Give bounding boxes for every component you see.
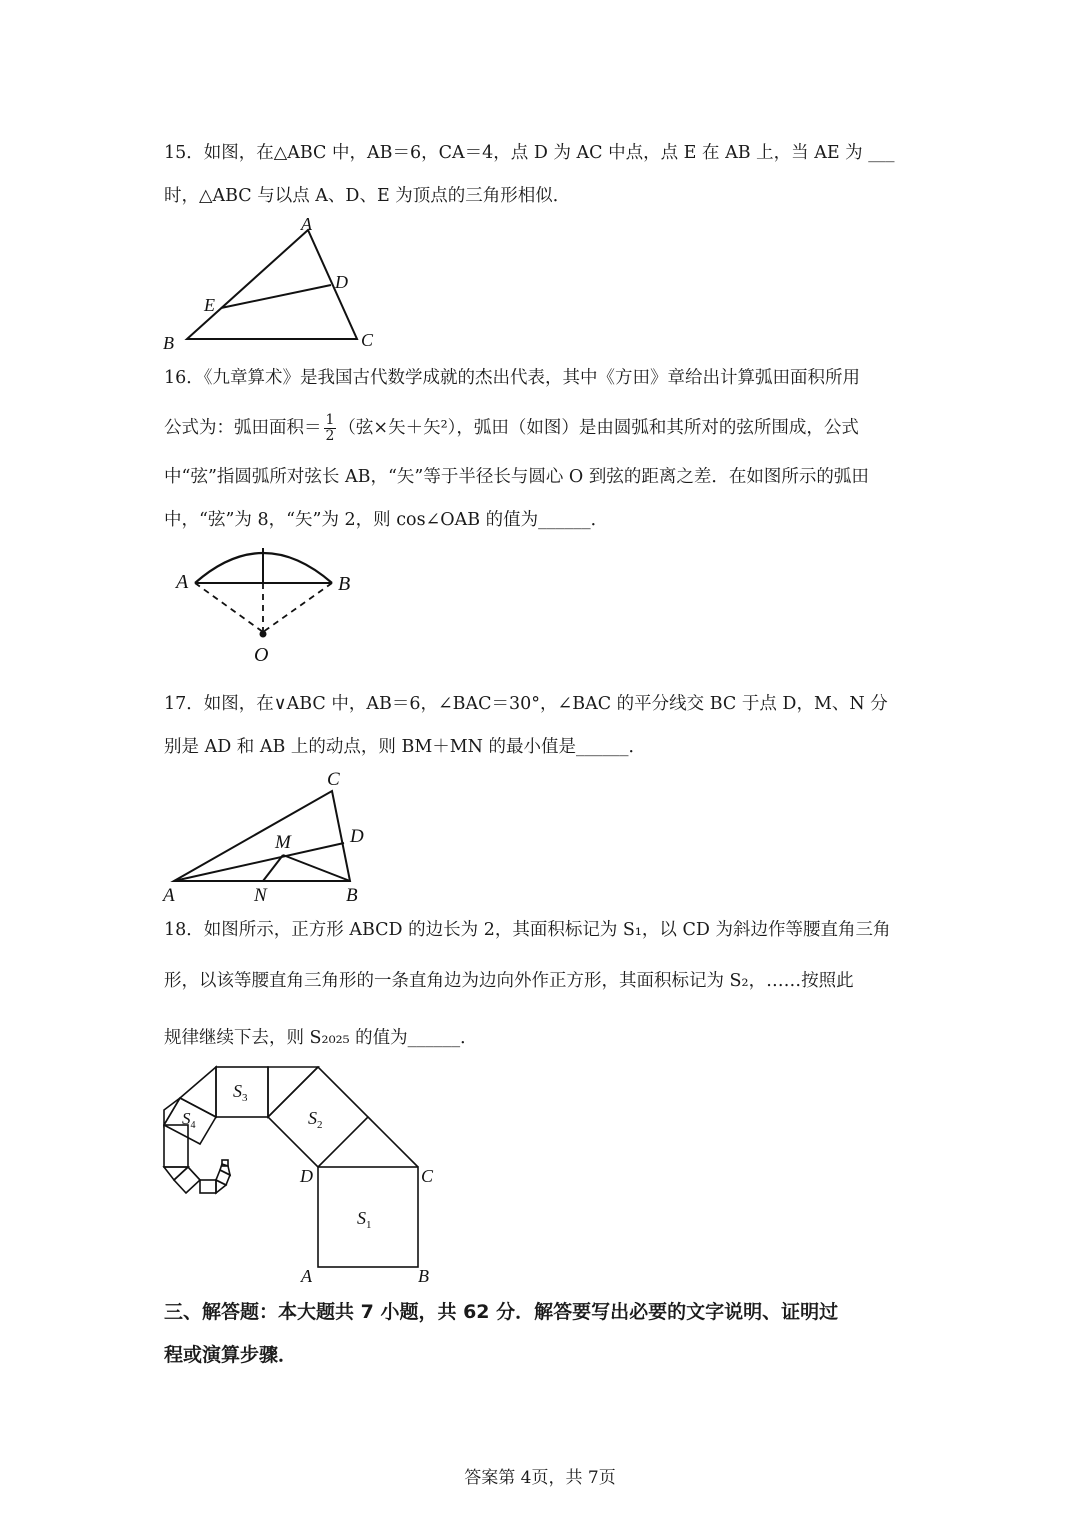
q18-label-s3 <box>233 1081 248 1104</box>
q18-label-s1 <box>357 1208 372 1231</box>
q15-label-e: E <box>204 295 215 315</box>
q15-label-d: D <box>335 272 348 292</box>
q18-label-s4-sub: 4 <box>190 1120 196 1131</box>
q18-label-c: C <box>421 1166 434 1186</box>
q15-line-1: 15．如图，在△ABC 中，AB＝6，CA＝4，点 D 为 AC 中点，点 E 在 AB 上，当 AE 为 ___ <box>164 143 895 163</box>
q17-label-b: B <box>346 885 358 906</box>
q18-square-6 <box>174 1167 200 1193</box>
q18-label-s2 <box>308 1108 323 1131</box>
q18-triangle-4 <box>164 1098 180 1125</box>
q16-label-a: A <box>176 571 189 593</box>
q16-line-2-post: （弦×矢＋矢²），弧田（如图）是由圆弧和其所对的弦所围成，公式 <box>338 418 859 438</box>
q16-figure <box>170 545 370 670</box>
q17-bisector-ad <box>174 843 344 881</box>
q18-label-s3-letter: S <box>233 1081 242 1101</box>
q16-fraction-numerator: 1 <box>325 412 335 428</box>
q17-label-n: N <box>254 885 267 906</box>
q15-triangle-abc <box>187 230 357 339</box>
q18-square-7 <box>200 1180 216 1193</box>
q16-radius-oa <box>195 583 263 632</box>
q18-label-s1-sub: 1 <box>366 1219 372 1231</box>
q18-line-3: 规律继续下去，则 S₂₀₂₅ 的值为______． <box>164 1028 478 1048</box>
q17-label-c: C <box>327 769 340 790</box>
q18-label-b: B <box>418 1266 429 1286</box>
q16-line-1: 16．《九章算术》是我国古代数学成就的杰出代表，其中《方田》章给出计算弧田面积所用 <box>164 368 861 388</box>
q18-square-s1 <box>318 1167 418 1267</box>
q18-line-2: 形，以该等腰直角三角形的一条直角边为边向外作正方形，其面积标记为 S₂，……按照此 <box>164 971 854 991</box>
q17-line-2: 别是 AD 和 AB 上的动点，则 BM＋MN 的最小值是______． <box>164 737 647 757</box>
q16-center-point <box>260 631 267 638</box>
q16-line-3: 中“弦”指圆弧所对弦长 AB，“矢”等于半径长与圆心 O 到弦的距离之差．在如图所示的弧田 <box>164 467 869 487</box>
q18-label-s4 <box>182 1109 196 1131</box>
section3-line-2: 程或演算步骤． <box>164 1344 298 1366</box>
q17-segment-mb <box>283 855 350 881</box>
q15-label-c: C <box>361 330 374 350</box>
q18-label-s2-sub: 2 <box>317 1119 323 1131</box>
q18-label-d: D <box>300 1166 313 1186</box>
q15-label-a: A <box>301 214 312 234</box>
q18-label-a: A <box>301 1266 312 1286</box>
q18-label-s1-letter: S <box>357 1208 366 1228</box>
q16-line-4: 中，“弦”为 8，“矢”为 2，则 cos∠OAB 的值为______． <box>164 510 609 530</box>
q15-segment-ed <box>221 285 331 308</box>
q17-label-m: M <box>275 832 291 853</box>
q17-label-d: D <box>350 826 364 847</box>
q15-label-b: B <box>163 333 174 353</box>
q16-fraction-denominator: 2 <box>325 428 335 444</box>
page-footer: 答案第 4页，共 7页 <box>464 1468 616 1488</box>
q16-radius-ob <box>263 583 332 632</box>
q18-square-s2 <box>268 1067 368 1167</box>
q18-right-triangle-edge <box>368 1117 418 1167</box>
q18-line-1: 18．如图所示，正方形 ABCD 的边长为 2，其面积标记为 S₁，以 CD 为斜边作等腰直角三角 <box>164 920 891 940</box>
q17-figure <box>160 765 380 905</box>
q16-line-2-pre: 公式为：弧田面积＝ <box>164 418 322 438</box>
q18-label-s3-sub: 3 <box>242 1092 248 1104</box>
q15-figure <box>160 214 390 353</box>
q16-fraction <box>324 413 337 444</box>
q16-label-o: O <box>254 644 269 666</box>
q17-label-a: A <box>163 885 175 906</box>
q16-label-b: B <box>338 573 351 595</box>
section3-line-1: 三、解答题：本大题共 7 小题，共 62 分．解答要写出必要的文字说明、证明过 <box>164 1301 839 1323</box>
q16-line-2 <box>164 413 859 444</box>
q18-label-s2-letter: S <box>308 1108 317 1128</box>
q18-label-s4-letter: S <box>182 1109 191 1128</box>
q17-triangle-abc <box>174 791 350 881</box>
q18-figure <box>150 1060 450 1290</box>
q18-spiral-link <box>188 1167 200 1180</box>
q17-line-1: 17．如图，在∨ABC 中，AB＝6，∠BAC＝30°，∠BAC 的平分线交 BC 于点 D，M、N 分 <box>164 694 888 714</box>
q15-line-2: 时，△ABC 与以点 A、D、E 为顶点的三角形相似． <box>164 186 571 206</box>
